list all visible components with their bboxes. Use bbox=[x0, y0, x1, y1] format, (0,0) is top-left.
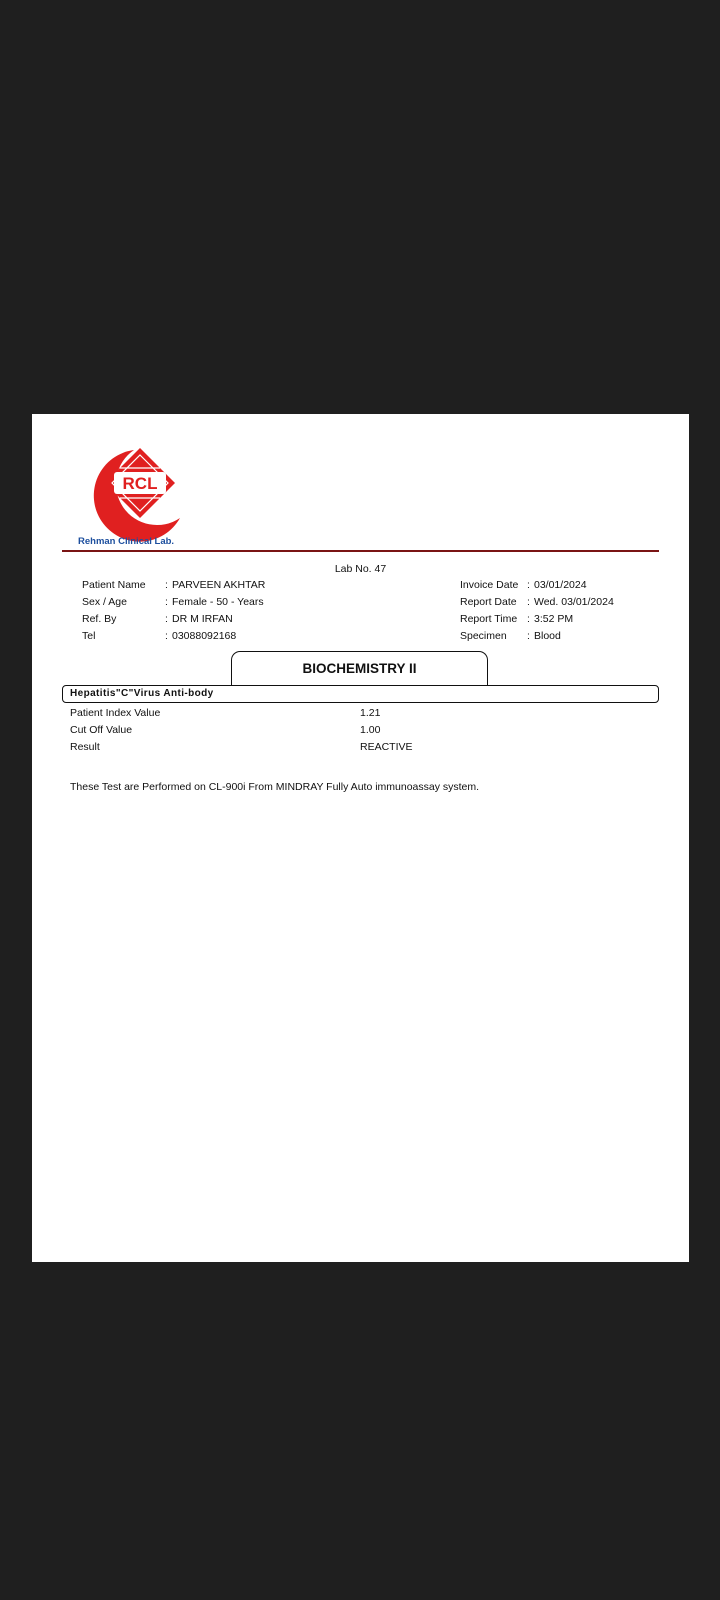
specimen-label: Specimen bbox=[460, 630, 507, 642]
result-row bbox=[70, 739, 630, 756]
report-date-row bbox=[460, 594, 614, 611]
tel-label: Tel bbox=[82, 630, 96, 642]
ref-by-value: DR M IRFAN bbox=[172, 613, 233, 625]
report-time-row bbox=[460, 611, 614, 628]
colon: : bbox=[527, 630, 530, 642]
colon: : bbox=[527, 613, 530, 625]
footnote: These Test are Performed on CL-900i From MINDRAY Fully Auto immunoassay system. bbox=[70, 781, 480, 793]
result-row bbox=[70, 722, 630, 739]
patient-name-label: Patient Name bbox=[82, 579, 146, 591]
header-rule bbox=[62, 550, 659, 552]
colon: : bbox=[165, 613, 168, 625]
result-label: Cut Off Value bbox=[70, 724, 133, 736]
invoice-date-row bbox=[460, 577, 614, 594]
sex-age-label: Sex / Age bbox=[82, 596, 127, 608]
logo-mark-text: RCL bbox=[122, 474, 158, 493]
report-info bbox=[460, 577, 614, 645]
specimen-value: Blood bbox=[534, 630, 561, 642]
sex-age-row bbox=[82, 594, 265, 611]
report-time-label: Report Time bbox=[460, 613, 518, 625]
invoice-date-value: 03/01/2024 bbox=[534, 579, 587, 591]
colon: : bbox=[165, 630, 168, 642]
sex-age-value: Female - 50 - Years bbox=[172, 596, 264, 608]
result-value: 1.21 bbox=[360, 707, 381, 719]
logo-caption: Rehman Clinical Lab. bbox=[78, 536, 175, 547]
result-value: REACTIVE bbox=[360, 741, 413, 753]
section-title: BIOCHEMISTRY II bbox=[231, 651, 488, 685]
patient-name-value: PARVEEN AKHTAR bbox=[172, 579, 266, 591]
report-time-value: 3:52 PM bbox=[534, 613, 574, 625]
ref-by-row bbox=[82, 611, 265, 628]
test-name-header: Hepatitis"C"Virus Anti-body bbox=[62, 685, 659, 703]
result-label: Result bbox=[70, 741, 100, 753]
colon: : bbox=[165, 596, 168, 608]
result-value: 1.00 bbox=[360, 724, 381, 736]
tel-row bbox=[82, 628, 265, 645]
patient-name-row bbox=[82, 577, 265, 594]
report-date-value: Wed. 03/01/2024 bbox=[534, 596, 614, 608]
report-page bbox=[32, 414, 689, 1262]
patient-info bbox=[82, 577, 265, 645]
tel-value: 03088092168 bbox=[172, 630, 237, 642]
results-table bbox=[70, 705, 630, 756]
result-row bbox=[70, 705, 630, 722]
invoice-date-label: Invoice Date bbox=[460, 579, 519, 591]
colon: : bbox=[165, 579, 168, 591]
result-label: Patient Index Value bbox=[70, 707, 161, 719]
lab-number: Lab No. 47 bbox=[334, 563, 387, 575]
colon: : bbox=[527, 596, 530, 608]
colon: : bbox=[527, 579, 530, 591]
report-date-label: Report Date bbox=[460, 596, 517, 608]
ref-by-label: Ref. By bbox=[82, 613, 117, 625]
specimen-row bbox=[460, 628, 614, 645]
